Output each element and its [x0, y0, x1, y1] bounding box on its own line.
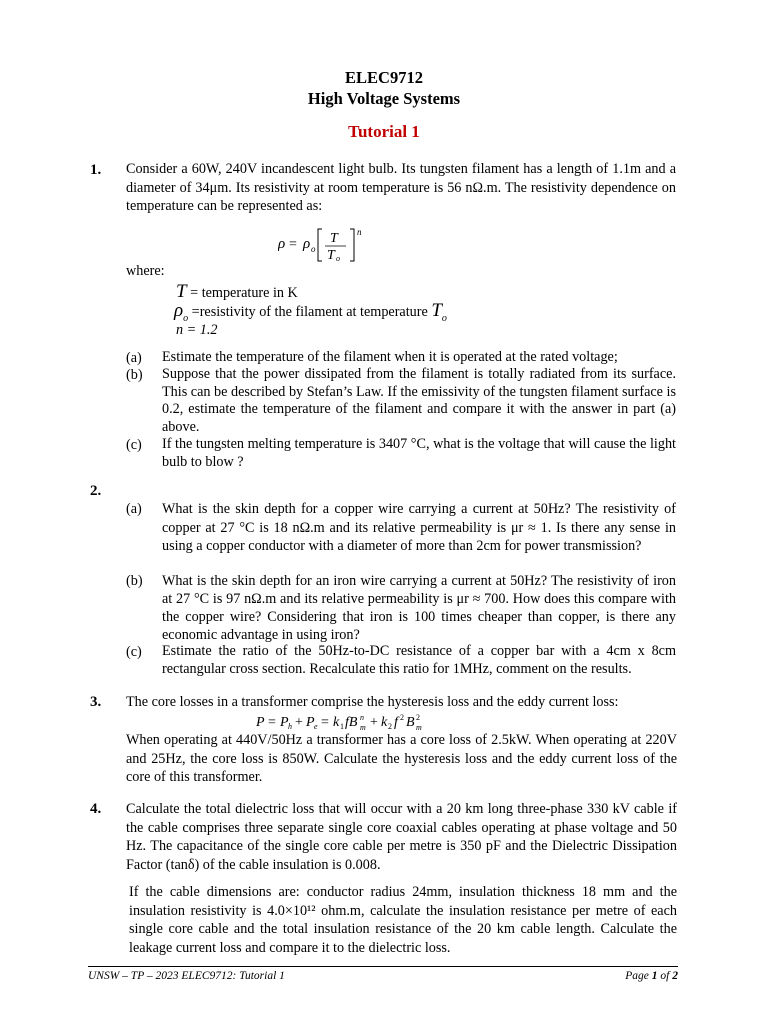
footer-page-total: 2	[672, 970, 678, 982]
svg-text:m: m	[416, 723, 422, 732]
svg-text:P: P	[306, 715, 315, 730]
question-4-number: 4.	[90, 801, 102, 817]
svg-text:f: f	[394, 715, 398, 730]
svg-text:n: n	[357, 227, 362, 237]
svg-text:fB: fB	[345, 715, 358, 730]
q1-part-c-label: (c)	[126, 437, 142, 453]
core-loss-equation	[256, 711, 446, 733]
resistivity-equation	[278, 226, 378, 264]
course-code: ELEC9712	[345, 68, 423, 87]
tutorial-title: Tutorial 1	[348, 122, 420, 141]
q1-part-b-label: (b)	[126, 367, 143, 383]
svg-text:k: k	[333, 715, 340, 730]
symbol-T: T	[176, 281, 187, 302]
question-3-body: When operating at 440V/50Hz a transformer has a core loss of 2.5kW. When operating at 220V and 25Hz, the core loss is 850W. Calculate the hysteresis loss and the eddy current loss of the core of this transformer.	[126, 732, 677, 786]
svg-text:ρ: ρ	[303, 236, 311, 252]
svg-text:e: e	[314, 722, 318, 731]
svg-text:T: T	[330, 231, 338, 246]
svg-text:h: h	[288, 722, 292, 731]
definition-T: T = temperature in K	[176, 281, 298, 302]
question-1-number: 1.	[90, 162, 102, 178]
question-1-intro: Consider a 60W, 240V incandescent light bulb. Its tungsten filament has a length of 1.1m and a diameter of 34μm. Its resistivity at room temperature is 56 nΩ.m. The resistivity dependence on temperature can be represented as:	[126, 161, 676, 215]
course-title: High Voltage Systems	[307, 89, 461, 108]
footer-course-info: UNSW – TP – 2023 ELEC9712: Tutorial 1	[88, 970, 285, 982]
svg-text:1: 1	[340, 722, 344, 731]
svg-text:ρ: ρ	[278, 236, 286, 252]
q2-part-c-text: Estimate the ratio of the 50Hz-to-DC resistance of a copper bar with a 4cm x 8cm rectangular cross section. Recalculate this ratio for 1MHz, comment on the results.	[162, 643, 676, 677]
definition-rho-text: resistivity of the filament at temperature	[199, 304, 428, 320]
svg-text:=: =	[321, 715, 329, 730]
symbol-rho-o: $\rho_o$	[174, 300, 189, 324]
definition-T-text: temperature in K	[201, 285, 298, 301]
svg-text:k: k	[381, 715, 388, 730]
q2-part-a-label: (a)	[126, 501, 142, 517]
svg-text:o: o	[336, 254, 340, 263]
svg-text:2: 2	[400, 713, 404, 722]
question-3-intro: The core losses in a transformer comprise the hysteresis loss and the eddy current loss:	[126, 694, 619, 710]
q2-part-c-label: (c)	[126, 644, 142, 660]
question-3-number: 3.	[90, 694, 102, 710]
question-4-body: Calculate the total dielectric loss that will occur with a 20 km long three-phase 330 kV cable if the cable comprises three separate single core coaxial cables operating at phase voltage and 50 Hz. The capacitance of the single core cable per metre is 350 pF and the Dielectric Dissipation Factor (tanδ) of the cable insulation is 0.008.	[126, 801, 677, 873]
svg-text:+: +	[370, 715, 378, 730]
q2-part-b-text: What is the skin depth for an iron wire carrying a current at 50Hz? The resistivity of iron at 27 °C is 97 nΩ.m and its relative permeability is μr ≈ 700. How does this compare with the copper wire? Considering that iron is 100 times cheaper than copper, is there any economic advantage in using iron?	[162, 573, 676, 643]
question-4-body-2: If the cable dimensions are: conductor radius 24mm, insulation thickness 18 mm and the insulation resistivity is 4.0×10¹² ohm.m, calculate the insulation resistance per metre of each single core cable and the total insulation resistance of the 20 km cable length. Calculate the leakage current loss and compare it to the dielectric loss.	[129, 884, 677, 956]
svg-text:2: 2	[416, 713, 420, 722]
svg-text:T: T	[327, 248, 335, 263]
q1-part-b-text: Suppose that the power dissipated from the filament is totally radiated from its surface. This can be described by Stefan’s Law. If the emissivity of the tungsten filament surface is 0.2, estimate the temperature of the filament and compare it with the answer in part (a) above.	[162, 366, 676, 435]
where-label: where:	[126, 263, 165, 279]
svg-text:2: 2	[388, 722, 392, 731]
definition-rho: $\rho_o$ =resistivity of the filament at temperature $T_o$	[174, 300, 447, 324]
q2-part-a-text: What is the skin depth for a copper wire carrying a current at 50Hz? The resistivity of copper at 27 °C is 18 nΩ.m and its relative permeability is μr ≈ 1. Is there any sense in using a copper conductor with a diameter of more than 2cm for power transmission?	[162, 501, 676, 555]
svg-text:m: m	[360, 723, 366, 732]
footer-rule	[88, 966, 678, 967]
q1-part-a-text: Estimate the temperature of the filament when it is operated at the rated voltage;	[162, 349, 618, 365]
svg-text:P: P	[280, 715, 289, 730]
svg-text:o: o	[311, 244, 316, 254]
footer-page-of: of	[660, 970, 670, 982]
q1-part-c-text: If the tungsten melting temperature is 3407 °C, what is the voltage that will cause the light bulb to blow ?	[162, 436, 676, 470]
svg-text:n: n	[360, 713, 364, 722]
svg-text:+: +	[295, 715, 303, 730]
svg-text:B: B	[406, 715, 415, 730]
footer-page-current: 1	[651, 970, 658, 982]
definition-n: n = 1.2	[176, 322, 218, 338]
svg-text:=: =	[268, 715, 276, 730]
question-2-number: 2.	[90, 483, 102, 499]
symbol-T-o: $T_o$	[431, 300, 447, 324]
footer-page-prefix: Page	[625, 970, 649, 982]
q1-part-a-label: (a)	[126, 350, 142, 366]
footer-page-number	[625, 970, 678, 982]
svg-text:P: P	[256, 715, 265, 730]
svg-text:=: =	[289, 237, 297, 252]
q2-part-b-label: (b)	[126, 573, 143, 589]
